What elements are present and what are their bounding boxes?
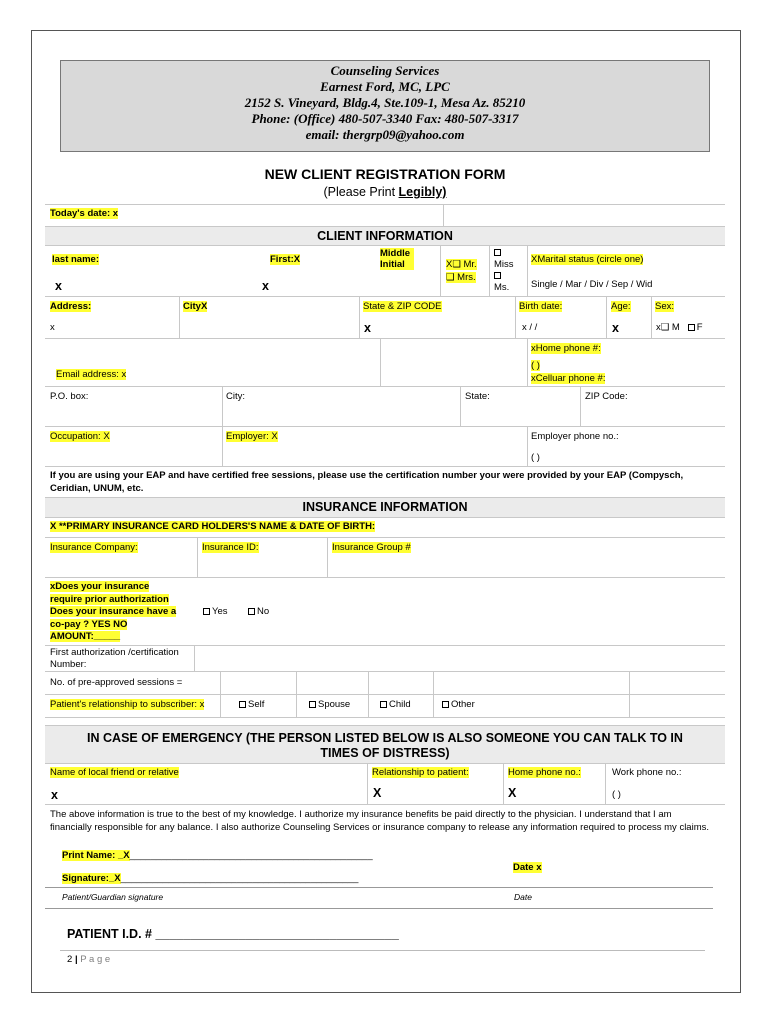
age-value[interactable]: x <box>612 321 619 335</box>
prior-auth-yes[interactable] <box>203 606 228 617</box>
sex-options[interactable] <box>656 322 703 333</box>
title-miss-ms-options[interactable] <box>494 247 514 293</box>
relationship-spouse[interactable] <box>309 699 350 710</box>
footer-separator: | <box>74 954 78 965</box>
state-zip-label: State & ZIP CODE <box>363 301 442 312</box>
rule <box>45 204 725 205</box>
email-address-label[interactable] <box>56 369 126 380</box>
checkbox-icon <box>494 249 501 256</box>
po-city-label: City: <box>226 391 245 402</box>
rule <box>606 296 607 338</box>
emergency-heading-line1: IN CASE OF EMERGENCY (THE PERSON LISTED BELOW IS ALSO SOMEONE YOU CAN TALK TO IN <box>87 731 683 745</box>
birth-date-value[interactable]: x / / <box>522 322 538 333</box>
prior-auth-q2: require prior authorization <box>50 593 169 605</box>
rule <box>45 386 725 387</box>
employer-label[interactable]: Employer: X <box>226 431 278 442</box>
checkbox-icon <box>239 701 246 708</box>
page-word: P a g e <box>80 954 111 965</box>
print-name-line: ______________________________________________ <box>129 850 373 861</box>
cell-phone-label[interactable]: xCelluar phone #: <box>531 373 606 384</box>
birth-date-label: Birth date: <box>519 301 563 312</box>
rule <box>327 537 328 577</box>
checkbox-icon <box>688 324 695 331</box>
sex-female: F <box>696 322 703 333</box>
checkbox-icon <box>494 272 501 279</box>
insurance-info-heading: INSURANCE INFORMATION <box>302 500 468 514</box>
last-name-label: last name: <box>52 254 99 265</box>
form-subtitle <box>0 185 770 199</box>
patient-id-label: PATIENT I.D. # <box>67 927 152 941</box>
rule <box>296 671 297 717</box>
rule <box>45 887 713 888</box>
rule <box>45 908 713 909</box>
middle-initial-label: Middle Initial <box>380 248 414 270</box>
rule <box>527 426 528 466</box>
practice-address: 2152 S. Vineyard, Bldg.4, Ste.109-1, Mesa Az. 85210 <box>244 95 526 110</box>
subtitle-emphasis: Legibly) <box>398 185 447 199</box>
print-name-field[interactable] <box>62 850 373 861</box>
rule <box>220 671 221 717</box>
rule <box>45 763 725 764</box>
subtitle-text: (Please Print <box>323 185 399 199</box>
rule <box>45 537 725 538</box>
checkbox-icon <box>203 608 210 615</box>
rule <box>433 671 434 717</box>
copay-amount: AMOUNT:_____ <box>50 631 121 642</box>
occupation-label[interactable]: Occupation: X <box>50 431 110 442</box>
prior-auth-no[interactable] <box>248 606 269 617</box>
rule <box>440 245 441 296</box>
checkbox-icon <box>442 701 449 708</box>
preapproved-sessions-label: No. of pre-approved sessions = <box>50 677 183 688</box>
checkbox-icon <box>309 701 316 708</box>
po-box-label: P.O. box: <box>50 391 89 402</box>
patient-id-line: ___________________________________ <box>155 927 399 941</box>
email-address-text: Email address: x <box>56 369 127 380</box>
relationship-other[interactable] <box>442 699 475 710</box>
po-state-label: State: <box>465 391 490 402</box>
primary-holder-label[interactable]: X **PRIMARY INSURANCE CARD HOLDERS'S NAME & DATE OF BIRTH: <box>50 521 376 532</box>
footer-rule <box>60 950 705 951</box>
todays-date-label[interactable] <box>50 208 118 219</box>
client-info-heading: CLIENT INFORMATION <box>317 229 453 243</box>
self-label: Self <box>248 699 265 710</box>
rule <box>45 426 725 427</box>
rule <box>45 466 725 467</box>
date-caption: Date <box>514 892 532 902</box>
rule <box>45 717 725 718</box>
relationship-self[interactable] <box>239 699 264 710</box>
emergency-relationship-value[interactable]: X <box>373 786 382 800</box>
rule <box>368 671 369 717</box>
title-ms: Ms. <box>494 281 510 293</box>
page-number: 2 <box>67 954 73 965</box>
rule <box>45 338 725 339</box>
signature-label: Signature:_X <box>62 873 121 884</box>
no-label: No <box>257 606 270 617</box>
rule <box>503 763 504 804</box>
address-value[interactable]: x <box>50 322 55 333</box>
insurance-group-label[interactable]: Insurance Group # <box>332 542 411 553</box>
copay-q2: co-pay ? YES NO <box>50 618 128 630</box>
marital-status-label: XMarital status (circle one) <box>531 254 644 265</box>
rule <box>651 296 652 338</box>
consent-statement: The above information is true to the best of my knowledge. I authorize my insurance benefits be paid directly to the physician. I understand that I am financially responsible for any balance. I also authorize Counseling Services or insurance company to release any information required to process my claims. <box>50 809 709 833</box>
checkbox-icon <box>248 608 255 615</box>
state-zip-value[interactable]: x <box>364 321 371 335</box>
emergency-contact-name-label: Name of local friend or relative <box>50 767 179 778</box>
rule <box>460 386 461 426</box>
rule <box>605 763 606 804</box>
insurance-company-label[interactable]: Insurance Company: <box>50 542 138 553</box>
last-name-value[interactable]: x <box>55 279 62 293</box>
rule <box>489 245 490 296</box>
title-mr-option[interactable]: X❑ Mr. <box>446 259 477 270</box>
rule <box>45 245 725 246</box>
print-name-label: Print Name: _X <box>62 850 130 861</box>
practice-name: Counseling Services <box>330 63 440 78</box>
rule <box>443 204 444 226</box>
signature-caption: Patient/Guardian signature <box>62 892 164 902</box>
emergency-work-phone-label: Work phone no.: <box>612 767 682 778</box>
rule <box>527 245 528 296</box>
rule <box>45 497 725 498</box>
rule <box>629 671 630 717</box>
rule <box>367 763 368 804</box>
relationship-child[interactable] <box>380 699 411 710</box>
rule <box>515 296 516 338</box>
employer-phone-value[interactable]: ( ) <box>531 452 540 463</box>
title-mrs-option[interactable]: ❑ Mrs. <box>446 272 476 283</box>
rule <box>45 296 725 297</box>
other-label: Other <box>451 699 475 710</box>
rule <box>45 804 725 805</box>
first-authorization-label: First authorization /certification Number: <box>50 647 179 670</box>
emergency-heading-line2: TIMES OF DISTRESS) <box>320 746 450 760</box>
rule <box>222 386 223 466</box>
practice-header <box>60 60 710 152</box>
date-field[interactable]: Date x <box>513 862 542 873</box>
rule <box>580 386 581 426</box>
page-footer <box>67 954 110 965</box>
rule <box>45 645 725 646</box>
copay-q1: Does your insurance have a <box>50 606 177 617</box>
emergency-home-phone-value[interactable]: X <box>508 786 517 800</box>
signature-line: _____________________________________________ <box>120 873 359 884</box>
title-miss: Miss <box>494 258 514 270</box>
emergency-contact-name-value[interactable]: x <box>51 788 58 802</box>
rule <box>45 577 725 578</box>
marital-status-options[interactable]: Single / Mar / Div / Sep / Wid <box>531 279 653 290</box>
rule <box>359 296 360 338</box>
address-label: Address: <box>50 301 92 312</box>
rule <box>45 517 725 518</box>
home-phone-value[interactable]: ( ) <box>531 360 540 371</box>
sex-label: Sex: <box>655 301 675 312</box>
first-name-label: First:X <box>270 254 301 265</box>
rule <box>527 338 528 386</box>
eap-note: If you are using your EAP and have certified free sessions, please use the certification number your were provided by your EAP (Compysch, Ceridian, UNUM, etc. <box>50 470 684 494</box>
counselor-name: Earnest Ford, MC, LPC <box>320 79 450 94</box>
rule <box>45 694 725 695</box>
city-label: CityX <box>183 301 208 312</box>
emergency-relationship-label: Relationship to patient: <box>372 767 469 778</box>
form-title: NEW CLIENT REGISTRATION FORM <box>264 166 506 182</box>
prior-auth-q1: xDoes your insurance <box>50 581 150 592</box>
rule <box>197 537 198 577</box>
practice-email: email: thergrp09@yahoo.com <box>305 127 465 142</box>
employer-phone-label: Employer phone no.: <box>531 431 619 442</box>
child-label: Child <box>389 699 411 710</box>
todays-date-text: Today's date: x <box>50 208 119 219</box>
checkbox-icon <box>380 701 387 708</box>
patient-id-field[interactable] <box>67 927 399 941</box>
first-name-value[interactable]: x <box>262 279 269 293</box>
signature-field[interactable] <box>62 873 358 884</box>
subscriber-relationship-label: Patient's relationship to subscriber: x <box>50 699 205 710</box>
rule <box>45 725 725 726</box>
spouse-label: Spouse <box>318 699 351 710</box>
rule <box>179 296 180 338</box>
zip-code-label: ZIP Code: <box>585 391 628 402</box>
sex-male: x❑ M <box>656 322 680 333</box>
emergency-work-phone-value[interactable]: ( ) <box>612 789 621 800</box>
home-phone-label: xHome phone #: <box>531 343 601 354</box>
yes-label: Yes <box>212 606 228 617</box>
rule <box>45 671 725 672</box>
insurance-id-label[interactable]: Insurance ID: <box>202 542 259 553</box>
emergency-home-phone-label: Home phone no.: <box>508 767 581 778</box>
rule <box>380 338 381 386</box>
authorization-question <box>50 581 176 644</box>
age-label: Age: <box>611 301 631 312</box>
practice-phone: Phone: (Office) 480-507-3340 Fax: 480-507-3317 <box>251 111 519 126</box>
